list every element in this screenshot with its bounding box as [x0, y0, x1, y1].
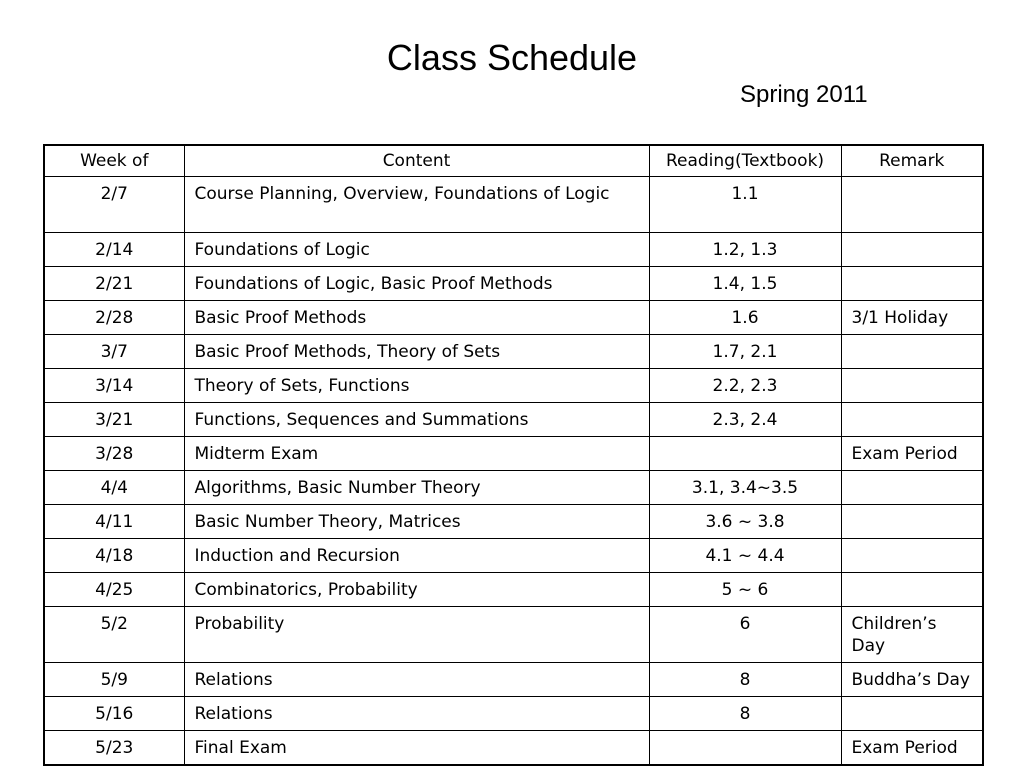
table-row: [44, 573, 983, 607]
cell-content: Combinatorics, Probability: [184, 573, 649, 607]
cell-week: 2/7: [44, 177, 184, 233]
cell-content: Relations: [184, 663, 649, 697]
cell-content: Algorithms, Basic Number Theory: [184, 471, 649, 505]
cell-reading: 3.1, 3.4~3.5: [649, 471, 841, 505]
table-row: [44, 697, 983, 731]
cell-remark: [841, 505, 983, 539]
cell-week: 4/25: [44, 573, 184, 607]
cell-content: Probability: [184, 607, 649, 663]
cell-content: Foundations of Logic, Basic Proof Methods: [184, 267, 649, 301]
cell-week: 3/28: [44, 437, 184, 471]
cell-remark: [841, 267, 983, 301]
cell-content: Final Exam: [184, 731, 649, 766]
table-row: [44, 471, 983, 505]
cell-remark: [841, 233, 983, 267]
table-row: [44, 369, 983, 403]
cell-reading: 2.3, 2.4: [649, 403, 841, 437]
cell-remark: [841, 369, 983, 403]
cell-remark: [841, 471, 983, 505]
cell-week: 4/18: [44, 539, 184, 573]
cell-reading: [649, 731, 841, 766]
cell-reading: 1.6: [649, 301, 841, 335]
cell-week: 3/14: [44, 369, 184, 403]
cell-remark: Exam Period: [841, 437, 983, 471]
table-row: [44, 403, 983, 437]
cell-content: Basic Proof Methods, Theory of Sets: [184, 335, 649, 369]
cell-remark: Buddha’s Day: [841, 663, 983, 697]
cell-reading: [649, 437, 841, 471]
cell-reading: 1.2, 1.3: [649, 233, 841, 267]
page-subtitle: Spring 2011: [740, 81, 868, 108]
cell-reading: 8: [649, 663, 841, 697]
cell-week: 5/2: [44, 607, 184, 663]
cell-week: 2/14: [44, 233, 184, 267]
cell-week: 2/21: [44, 267, 184, 301]
page-title: Class Schedule: [386, 37, 638, 78]
cell-remark: Exam Period: [841, 731, 983, 766]
header-remark: Remark: [841, 145, 983, 177]
header-week: Week of: [44, 145, 184, 177]
cell-remark: 3/1 Holiday: [841, 301, 983, 335]
header-content: Content: [184, 145, 649, 177]
cell-reading: 4.1 ~ 4.4: [649, 539, 841, 573]
cell-week: 2/28: [44, 301, 184, 335]
cell-reading: 8: [649, 697, 841, 731]
cell-remark: [841, 335, 983, 369]
cell-reading: 1.7, 2.1: [649, 335, 841, 369]
cell-remark: [841, 573, 983, 607]
table-row: [44, 539, 983, 573]
table-row: [44, 267, 983, 301]
cell-remark: [841, 697, 983, 731]
table-header-row: [44, 145, 983, 177]
cell-reading: 1.1: [649, 177, 841, 233]
cell-week: 4/11: [44, 505, 184, 539]
cell-content: Basic Number Theory, Matrices: [184, 505, 649, 539]
cell-content: Relations: [184, 697, 649, 731]
cell-content: Midterm Exam: [184, 437, 649, 471]
table-row: [44, 335, 983, 369]
cell-content: Induction and Recursion: [184, 539, 649, 573]
table-row: [44, 437, 983, 471]
cell-content: Course Planning, Overview, Foundations of Logic: [184, 177, 649, 233]
table-row: [44, 663, 983, 697]
table-row: [44, 301, 983, 335]
cell-content: Foundations of Logic: [184, 233, 649, 267]
cell-week: 4/4: [44, 471, 184, 505]
cell-content: Theory of Sets, Functions: [184, 369, 649, 403]
cell-week: 5/9: [44, 663, 184, 697]
cell-content: Functions, Sequences and Summations: [184, 403, 649, 437]
table-row: [44, 607, 983, 663]
schedule-table: [43, 144, 984, 766]
cell-reading: 5 ~ 6: [649, 573, 841, 607]
cell-reading: 6: [649, 607, 841, 663]
table-row: [44, 505, 983, 539]
table-row: [44, 731, 983, 766]
cell-week: 3/7: [44, 335, 184, 369]
cell-reading: 3.6 ~ 3.8: [649, 505, 841, 539]
cell-reading: 1.4, 1.5: [649, 267, 841, 301]
cell-remark: Children’s Day: [841, 607, 983, 663]
cell-remark: [841, 539, 983, 573]
cell-remark: [841, 177, 983, 233]
table-row: [44, 177, 983, 233]
header-reading: Reading(Textbook): [649, 145, 841, 177]
cell-week: 5/23: [44, 731, 184, 766]
table-row: [44, 233, 983, 267]
cell-week: 5/16: [44, 697, 184, 731]
cell-reading: 2.2, 2.3: [649, 369, 841, 403]
cell-content: Basic Proof Methods: [184, 301, 649, 335]
cell-remark: [841, 403, 983, 437]
cell-week: 3/21: [44, 403, 184, 437]
